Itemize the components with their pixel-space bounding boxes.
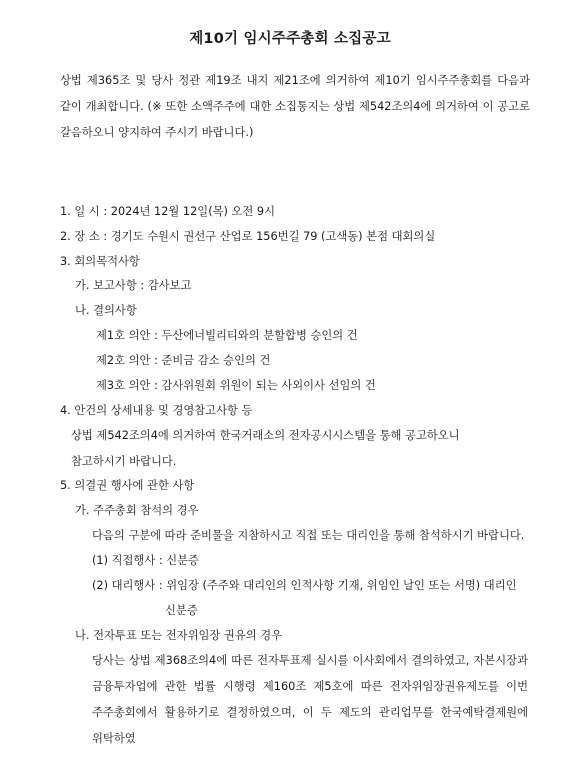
resolution-3: 제3호 의안 : 감사위원회 위원이 되는 사외이사 선임의 건 (96, 379, 376, 392)
attend-proxy-cont: 신분증 (165, 604, 198, 617)
attend-text: 다음의 구분에 따라 준비물을 지참하시고 직접 또는 대리인을 통해 참석하시기 바랍니다. (92, 529, 525, 542)
evote-text: 당사는 상법 제368조의4에 따른 전자투표제 실시를 이사회에서 결의하였고, 자본시장과 금융투자업에 관한 법률 시행령 제160조 제5호에 따른 전자위임장권유제도를 이번 주주총회에서 활용하기로 결정하였으며, 이 두 제도의 관리업무를 한국예탁결제원에 위탁하였 (92, 654, 528, 745)
details-text: 상법 제542조의4에 의거하여 한국거래소의 전자공시시스템을 통해 공고하오니 참고하시기 바랍니다. (71, 429, 460, 468)
item-details-header: 4. 안건의 상세내용 및 경영참고사항 등 (60, 404, 253, 417)
attend-header: 가. 주주총회 참석의 경우 (75, 504, 199, 517)
evote-header: 나. 전자투표 또는 전자위임장 권유의 경우 (75, 629, 283, 642)
intro-paragraph: 상법 제365조 및 당사 정관 제19조 내지 제21조에 의거하여 제10기 임시주주총회를 다음과 같이 개최합니다. (※ 또한 소액주주에 대한 소집통지는 상법 제542조의4에 의거하여 이 공고로 갈음하오니 양지하여 주시기 바랍니다.) (60, 74, 530, 139)
resolution-1: 제1호 의안 : 두산에너빌리티와의 분할합병 승인의 건 (96, 329, 358, 342)
item-resolution-header: 나. 결의사항 (75, 304, 137, 317)
item-voting-header: 5. 의결권 행사에 관한 사항 (60, 479, 195, 492)
item-agenda-header: 3. 회의목적사항 (60, 255, 140, 268)
item-place: 2. 장 소 : 경기도 수원시 권선구 산업로 156번길 79 (고색동) 본점 대회의실 (60, 230, 436, 243)
item-date: 1. 일 시 : 2024년 12월 12일(목) 오전 9시 (60, 205, 276, 218)
item-report: 가. 보고사항 : 감사보고 (75, 279, 192, 292)
notice-title: 제10기 임시주주총회 소집공고 (189, 31, 391, 47)
resolution-2: 제2호 의안 : 준비금 감소 승인의 건 (96, 354, 271, 367)
attend-proxy: (2) 대리행사 : 위임장 (주주와 대리인의 인적사항 기재, 위임인 날인 또는 서명) 대리인 (92, 579, 517, 592)
attend-direct: (1) 직접행사 : 신분증 (92, 554, 199, 567)
